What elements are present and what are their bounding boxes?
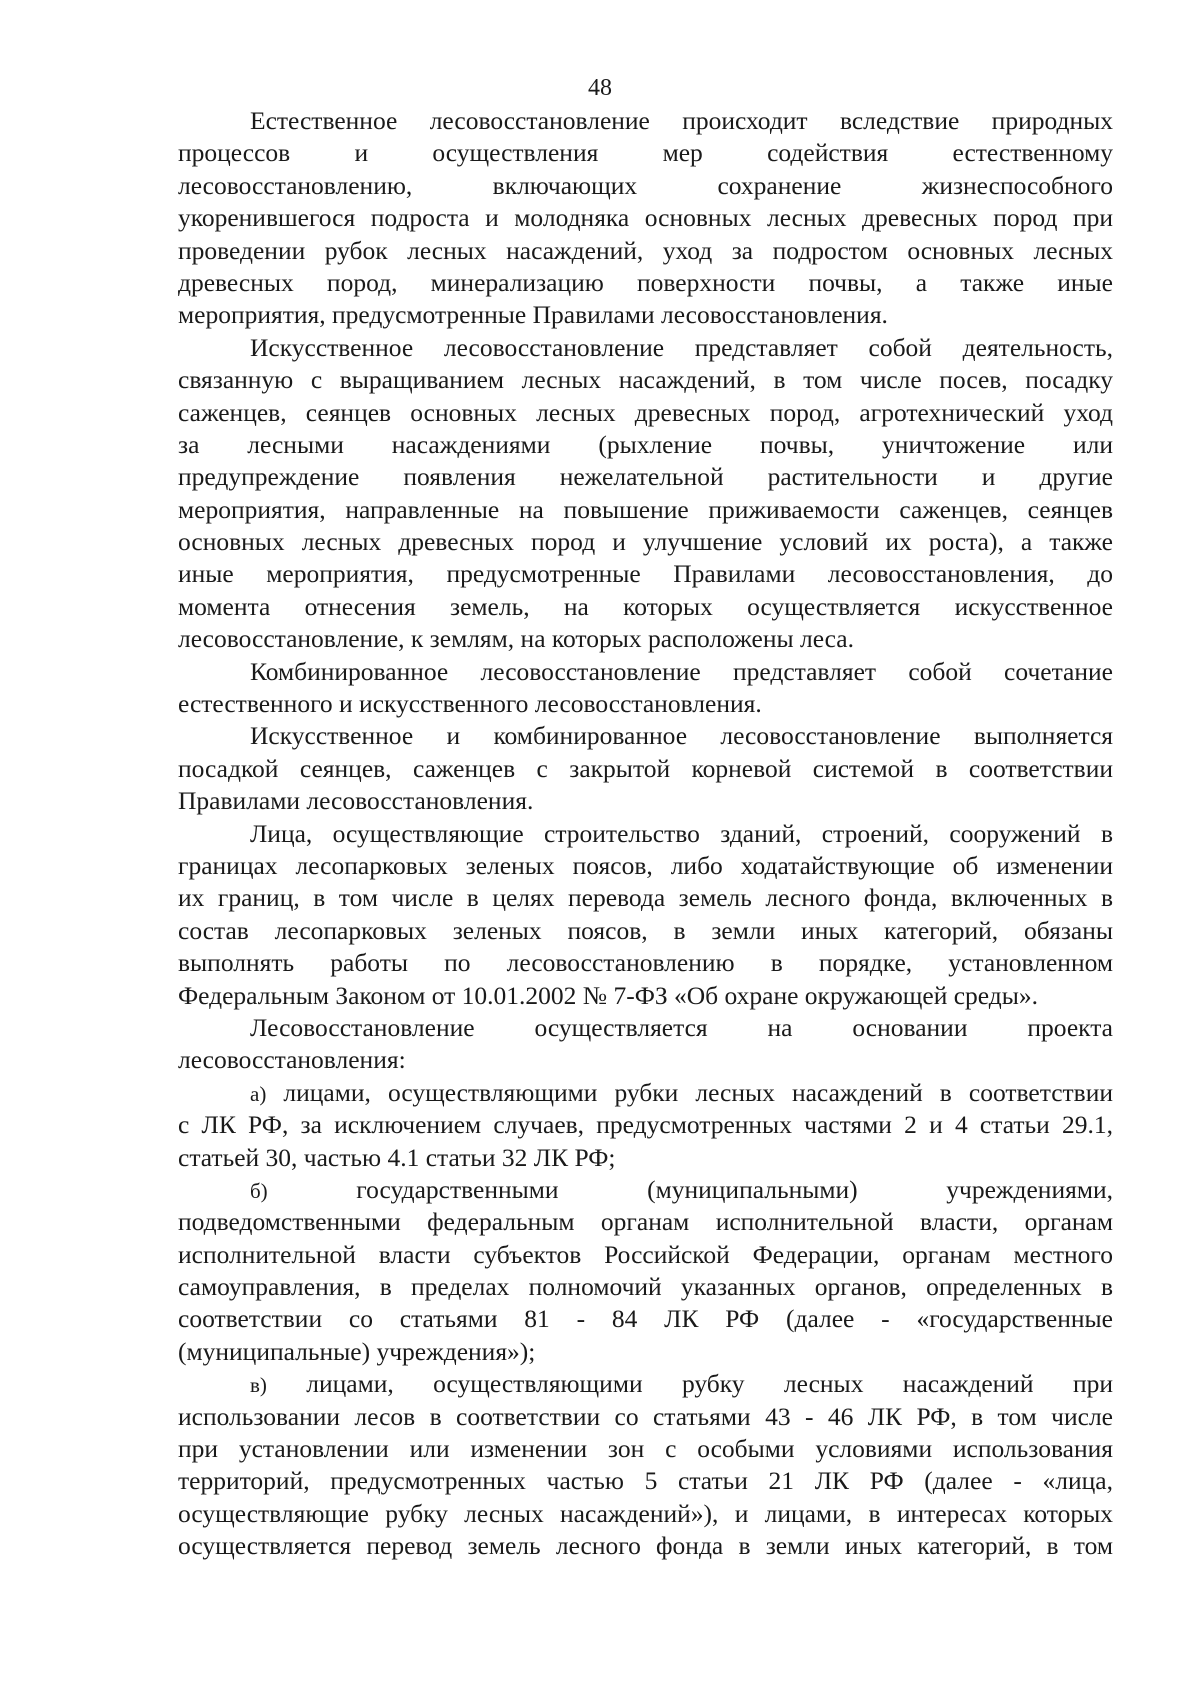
text-line: процессов и осуществления мер содействия естественному xyxy=(178,138,1113,168)
document-body xyxy=(178,105,1113,1563)
text-line: исполнительной власти субъектов Российской Федерации, органам местного xyxy=(178,1239,1113,1269)
list-item xyxy=(178,1174,1113,1368)
paragraph xyxy=(178,105,1113,332)
text-line: соответствии со статьями 81 - 84 ЛК РФ (далее - «государственные xyxy=(178,1304,1113,1334)
text-line: проведении рубок лесных насаждений, уход за подростом основных лесных xyxy=(178,235,1113,265)
text-line: Лесовосстановление осуществляется на основании проекта xyxy=(250,1012,1113,1042)
text-line: Лица, осуществляющие строительство зданий, строений, сооружений в xyxy=(250,818,1113,848)
list-item-marker: а) xyxy=(250,1081,267,1106)
text-line-content: государственными (муниципальными) учреждениями, xyxy=(267,1174,1113,1204)
text-line: при установлении или изменении зон с особыми условиями использования xyxy=(178,1434,1113,1464)
text-line: укоренившегося подроста и молодняка основных лесных древесных пород при xyxy=(178,203,1113,233)
text-line: границах лесопарковых зеленых поясов, либо ходатайствующие об изменении xyxy=(178,850,1113,880)
text-line: естественного и искусственного лесовосстановления. xyxy=(178,689,762,719)
text-line: подведомственными федеральным органам исполнительной власти, органам xyxy=(178,1207,1113,1237)
text-line: предупреждение появления нежелательной растительности и другие xyxy=(178,462,1113,492)
text-line: связанную с выращиванием лесных насаждений, в том числе посев, посадку xyxy=(178,365,1113,395)
text-line: за лесными насаждениями (рыхление почвы, уничтожение или xyxy=(178,429,1113,459)
page-number: 48 xyxy=(588,75,612,101)
text-line: лесовосстановления: xyxy=(178,1045,406,1075)
text-line: основных лесных древесных пород и улучшение условий их роста), а также xyxy=(178,527,1113,557)
text-line xyxy=(178,1174,1113,1206)
text-line: состав лесопарковых зеленых поясов, в земли иных категорий, обязаны xyxy=(178,915,1113,945)
text-line: с ЛК РФ, за исключением случаев, предусмотренных частями 2 и 4 статьи 29.1, xyxy=(178,1110,1113,1140)
text-line: Правилами лесовосстановления. xyxy=(178,786,534,816)
text-line: Комбинированное лесовосстановление представляет собой сочетание xyxy=(250,656,1113,686)
list-item xyxy=(178,1077,1113,1174)
text-line: территорий, предусмотренных частью 5 статьи 21 ЛК РФ (далее - «лица, xyxy=(178,1466,1113,1496)
text-line: Федеральным Законом от 10.01.2002 № 7-ФЗ «Об охране окружающей среды». xyxy=(178,980,1039,1010)
text-line-content: лицами, осуществляющими рубки лесных насаждений в соответствии xyxy=(266,1077,1113,1107)
text-line: Искусственное и комбинированное лесовосстановление выполняется xyxy=(250,721,1113,751)
text-line: Искусственное лесовосстановление представляет собой деятельность, xyxy=(250,332,1113,362)
text-line: мероприятия, предусмотренные Правилами лесовосстановления. xyxy=(178,300,888,330)
text-line xyxy=(178,1077,1113,1109)
text-line: осуществляющие рубку лесных насаждений»), и лицами, в интересах которых xyxy=(178,1498,1113,1528)
text-line: мероприятия, направленные на повышение приживаемости саженцев, сеянцев xyxy=(178,494,1113,524)
text-line: самоуправления, в пределах полномочий указанных органов, определенных в xyxy=(178,1272,1113,1302)
text-line: древесных пород, минерализацию поверхности почвы, а также иные xyxy=(178,267,1113,297)
text-line: саженцев, сеянцев основных лесных древесных пород, агротехнический уход xyxy=(178,397,1113,427)
text-line: их границ, в том числе в целях перевода земель лесного фонда, включенных в xyxy=(178,883,1113,913)
paragraph xyxy=(178,818,1113,1012)
text-line: использовании лесов в соответствии со статьями 43 - 46 ЛК РФ, в том числе xyxy=(178,1401,1113,1431)
text-line: лесовосстановление, к землям, на которых расположены леса. xyxy=(178,624,854,654)
list-item-marker: в) xyxy=(250,1373,267,1398)
paragraph xyxy=(178,656,1113,721)
paragraph xyxy=(178,720,1113,817)
list-item-marker: б) xyxy=(250,1178,268,1203)
text-line: иные мероприятия, предусмотренные Правилами лесовосстановления, до xyxy=(178,559,1113,589)
text-line: (муниципальные) учреждения»); xyxy=(178,1336,536,1366)
text-line: лесовосстановлению, включающих сохранение жизнеспособного xyxy=(178,170,1113,200)
text-line: статьей 30, частью 4.1 статьи 32 ЛК РФ; xyxy=(178,1142,616,1172)
text-line: выполнять работы по лесовосстановлению в порядке, установленном xyxy=(178,948,1113,978)
text-line: Естественное лесовосстановление происходит вследствие природных xyxy=(250,106,1113,135)
paragraph xyxy=(178,332,1113,656)
text-line: момента отнесения земель, на которых осуществляется искусственное xyxy=(178,591,1113,621)
text-line xyxy=(178,1368,1113,1400)
list-item xyxy=(178,1368,1113,1562)
paragraph xyxy=(178,1012,1113,1077)
text-line: осуществляется перевод земель лесного фонда в земли иных категорий, в том xyxy=(178,1531,1113,1561)
text-line-content: лицами, осуществляющими рубку лесных насаждений при xyxy=(266,1369,1113,1399)
text-line: посадкой сеянцев, саженцев с закрытой корневой системой в соответствии xyxy=(178,753,1113,783)
